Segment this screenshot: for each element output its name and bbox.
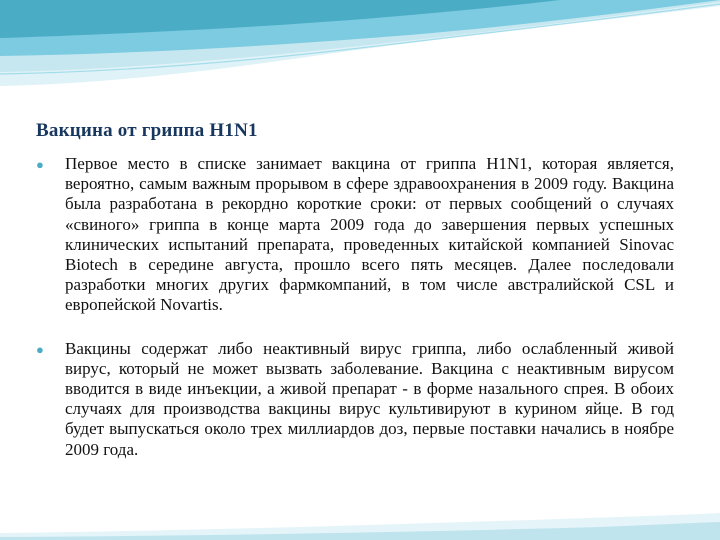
- bottom-wave-decoration: [0, 505, 720, 540]
- bullet-item: [36, 154, 674, 316]
- bullet-text: Вакцины содержат либо неактивный вирус гриппа, либо ослабленный живой вирус, который не может вызвать заболевание. Вакцина с неактивным вирусом вводится в виде инъекции, а живой препарат - в форме назального спрея. В обоих случаях для производства вакцины вирус культивируют в курином яйце. В год будет выпускаться около трех миллиардов доз, первые поставки начались в ноябре 2009 года.: [65, 338, 674, 459]
- bullet-item: [36, 339, 674, 460]
- bullet-dot-icon: ●: [36, 341, 44, 357]
- slide-title: Вакцина от гриппа H1N1: [36, 120, 258, 141]
- bullet-dot-icon: ●: [36, 157, 44, 172]
- bullet-text: Первое место в списке занимает вакцина от гриппа H1N1, которая является, вероятно, самым важным прорывом в сфере здравоохранения в 2009 году. Вакцина была разработана в рекордно короткие сроки: от первых сообщений о случаях «свиного» гриппа в конце марта 2009 года до завершения первых успешных клинических испытаний препарата, проведенных китайской компанией Sinovac Biotech в середине августа, прошло всего пять месяцев. Далее последовали разработки многих других фармкомпаний, в том числе австралийской CSL и европейской Novartis.: [65, 154, 674, 315]
- bullet-list: [36, 154, 674, 460]
- top-wave-decoration: [0, 0, 720, 90]
